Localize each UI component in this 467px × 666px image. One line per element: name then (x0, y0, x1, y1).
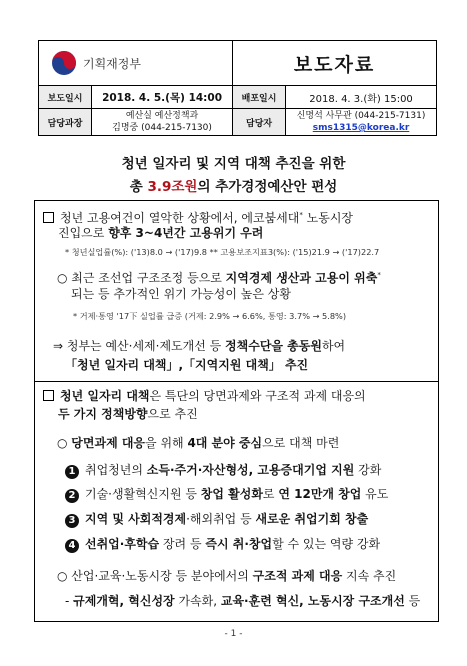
list-item-2: 2 기술·생활혁신지원 등 창업 활성화로 연 12만개 창업 유도 (65, 485, 388, 503)
section-divider (35, 381, 438, 382)
manager-label: 담당과장 (39, 109, 92, 136)
header-table (38, 40, 437, 136)
number-2-icon: 2 (65, 489, 79, 503)
list-item-4: 4 선취업·후학습 장려 등 즉시 취·창업할 수 있는 역량 강화 (65, 535, 380, 553)
para-regional-economy-cont: 되는 등 추가적인 위기 가능성이 높은 상황 (71, 287, 291, 301)
headline-line2 (0, 175, 467, 195)
para-four-areas: ○ 당면과제 대응을 위해 4대 분야 중심으로 대책 마련 (57, 436, 340, 450)
headline-amount: 3.9조원 (147, 179, 198, 195)
page-number: - 1 - (224, 629, 243, 639)
para-youth-job-measures: 청년 일자리 대책은 특단의 당면과제와 구조적 과제 대응의 (43, 387, 366, 405)
org-name: 기획재정부 (83, 56, 141, 71)
headline-post: 의 추가경정예산안 편성 (197, 179, 338, 195)
content-box (34, 200, 439, 622)
contact-label: 담당자 (233, 109, 286, 136)
para-structural-reforms: - 규제개혁, 혁신성장 가속화, 교육·훈련 혁신, 노동시장 구조개선 등 (65, 594, 421, 608)
square-bullet-icon (43, 212, 54, 223)
para-youth-job-measures-cont: 두 가지 정책방향으로 추진 (58, 407, 198, 421)
distribution-label: 배포일시 (233, 86, 286, 109)
distribution-date: 2018. 4. 3.(화) 15:00 (286, 86, 437, 109)
manager-name-phone: 김명중 (044-215-7130) (112, 123, 212, 133)
square-bullet-icon (43, 390, 54, 401)
release-date: 2018. 4. 5.(목) 14:00 (92, 86, 233, 109)
headline-line1: 청년 일자리 및 지역 대책 추진을 위한 (121, 156, 346, 172)
headline-pre: 총 (129, 179, 148, 195)
note-geoje-tongyeong: * 거제·통영 '17下 실업률 급증 (거제: 2.9% → 6.6%, 통영: 3.7% → 5.8%) (73, 311, 347, 321)
number-1-icon: 1 (65, 465, 79, 479)
number-3-icon: 3 (65, 514, 79, 528)
taegeuk-emblem-icon (51, 50, 77, 76)
contact-email-link[interactable]: sms1315@korea.kr (312, 123, 410, 133)
number-4-icon: 4 (65, 539, 79, 553)
para-youth-employment: 청년 고용여건이 열악한 상황에서, 에코붐세대* 노동시장 (43, 206, 433, 227)
circle-bullet-icon: ○ (57, 436, 72, 450)
para-youth-employment-cont: 진입으로 향후 3~4년간 고용위기 우려 (58, 226, 264, 240)
manager-info (92, 109, 233, 136)
para-structural-tasks: ○ 산업·교육·노동시장 등 분야에서의 구조적 과제 대응 지속 추진 (57, 569, 397, 583)
contact-info (286, 109, 437, 136)
circle-bullet-icon: ○ (57, 569, 72, 583)
circle-bullet-icon: ○ (57, 271, 72, 285)
doc-type-title: 보도자료 (233, 41, 437, 86)
contact-name-phone: 신명석 사무관 (044-215-7131) (296, 111, 426, 121)
note-unemployment: * 청년실업률(%): ('13)8.0 → ('17)9.8 ** 고용보조지표3(%): ('15)21.9 → ('17)22.7 (65, 247, 380, 257)
manager-dept: 예산실 예산정책과 (125, 111, 199, 121)
para-two-measures: 「청년 일자리 대책」,「지역지원 대책」 추진 (65, 358, 309, 372)
para-government-response: ⇒ 청부는 예산·세제·제도개선 등 정책수단을 총동원하여 (53, 339, 346, 353)
list-item-1: 1 취업청년의 소득·주거·자산형성, 고용증대기업 지원 강화 (65, 461, 381, 479)
logo-cell (39, 41, 233, 86)
release-label: 보도일시 (39, 86, 92, 109)
para-regional-economy: ○ 최근 조선업 구조조정 등으로 지역경제 생산과 고용이 위축* (57, 271, 381, 285)
list-item-3: 3 지역 및 사회적경제·해외취업 등 새로운 취업기회 창출 (65, 510, 368, 528)
